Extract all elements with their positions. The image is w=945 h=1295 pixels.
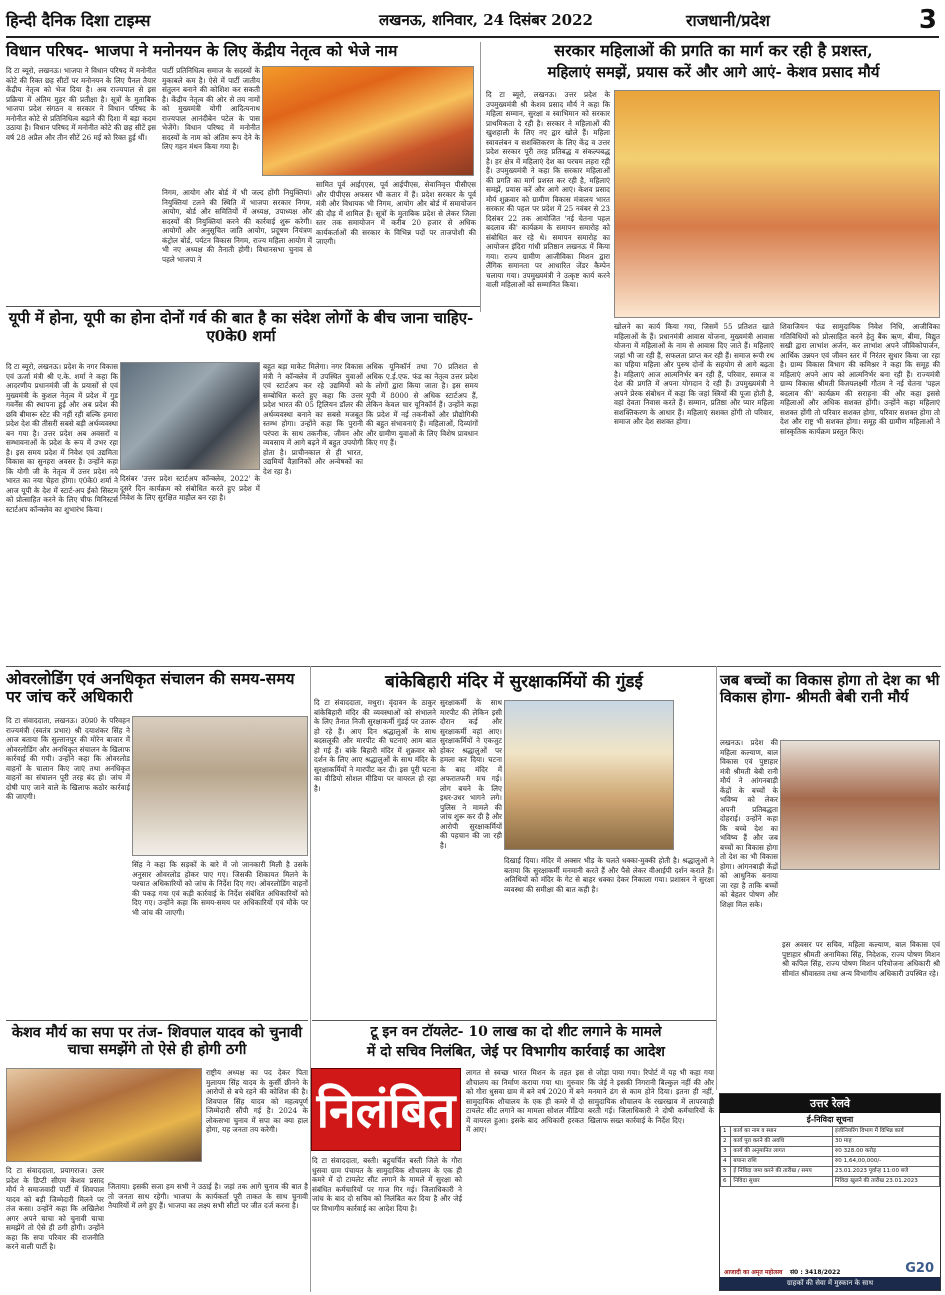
s6-col1: लखनऊ। प्रदेश की महिला कल्याण, बाल विकास एवं पुष्टाहार मंत्री श्रीमती बेबी रानी मौर्य ने आंगनबाड़ी केंद्रों के बच्चों के भविष्य को लेकर अपनी प्रतिबद्धता दोहराई। उन्होंने कहा कि बच्चे देश का भविष्य हैं और जब बच्चों का विकास होगा तो देश का भी विकास होगा। आंगनबाड़ी केंद्रों को आधुनिक बनाया जा रहा है ताकि बच्चों को बेहतर पोषण और शिक्षा मिल सके। — [720, 738, 778, 909]
tender-row — [721, 1136, 940, 1146]
s5-headline: बांकेबिहारी मंदिर में सुरक्षाकर्मियों की गुंडई — [385, 672, 643, 692]
s6-headline: जब बच्चों का विकास होगा तो देश का भी विकास होगा- श्रीमती बेबी रानी मौर्य — [720, 672, 940, 707]
s7-col2: राष्ट्रीय अध्यक्ष का पद देकर पिता मुलायम सिंह यादव के कुर्सी छीनने के आरोपों से बचे रहने की कोशिश की है। शिवपाल सिंह यादव को महत्वपूर्ण जिम्मेदारी सौंपी गई है। 2024 के लोकसभा चुनाव में सपा का क्या हाल होगा, यह जनता तय करेगी। — [206, 1068, 308, 1134]
tender-cell: निविदा खुलने की तारीख 23.01.2023 — [832, 1176, 939, 1186]
tender-cell: ई निविदा जमा करने की तारीख / समय — [731, 1166, 833, 1176]
tender-cell: निविदा सुधार — [731, 1176, 833, 1186]
s5-col3: दिखाई दिया। मंदिर में अक्सर भीड़ के चलते धक्का-मुक्की होती है। श्रद्धालुओं ने बताया कि सुरक्षाकर्मी मनमानी करते हैं और पैसे लेकर वीआईपी दर्शन कराते हैं। अतिथियों को मंदिर के गेट से बाहर धक्का देकर निकाला गया। प्रशासन ने सुरक्षा व्यवस्था की समीक्षा की बात कही है। — [504, 856, 714, 894]
s4-col1: दि टा संवाददाता, लखनऊ। उ0प्र0 के परिवहन राज्यमंत्री (स्वतंत्र प्रभार) श्री दयाशंकर सिंह ने आज बताया कि सुल्तानपुर की मोरेन बाजार में ओवरलोडिंग और अनधिकृत संचालन के खिलाफ कार्रवाई की गयी। उन्होंने कहा कि ओवरलोड वाहनों के चालान किए जाएं तथा अनधिकृत वाहनों का संचालन पूरी तरह बंद हो। जांच में दोषी पाए जाने वाले के खिलाफ कठोर कार्रवाई की जाएगी। — [6, 716, 130, 801]
tender-row — [721, 1166, 940, 1176]
s5-temple-photo — [504, 700, 674, 850]
tender-cell: 30 माह — [832, 1136, 939, 1146]
tender-cell: 1 — [721, 1127, 731, 1137]
tender-cell: कार्य का नाम व स्थान — [731, 1127, 833, 1137]
s1-col3: निगम, आयोग और बोर्ड में भी जल्द होंगी नियुक्तियां। नियुक्तियां टलने की स्थिति में भाजपा सरकार निगम, आयोग, बोर्ड और समितियों में अध्यक्ष, उपाध्यक्ष और सदस्यों की नियुक्तियां करने की कार्रवाई शुरू करेगी। आयोगों और अनुसूचित जाति आयोग, प्रदूषण नियंत्रण कंट्रोल बोर्ड, पर्यटन विकास निगम, राज्य महिला आयोग में भी नए अध्यक्ष की तैनाती होगी। विधानसभा चुनाव से पहले भाजपा ने — [162, 188, 312, 264]
divider — [6, 306, 480, 307]
tender-table — [720, 1126, 940, 1187]
s8-headline-line1: टू इन वन टॉयलेट- 10 लाख का दो शीट लगाने के मामले — [370, 1024, 662, 1040]
tender-cell: कार्य पूरा करने की अवधि — [731, 1136, 833, 1146]
s5-col2: सुरक्षाकर्मी के साथ मारपीट की लेकिन इसी दौरान कई और सुरक्षाकर्मी वहां आए। सुरक्षाकर्मियों ने एकजुट होकर श्रद्धालुओं पर हमला कर दिया। घटना के बाद मंदिर में अफरातफरी मच गई। लोग बचने के लिए इधर-उधर भागने लगे। पुलिस ने मामले की जांच शुरू कर दी है और आरोपी सुरक्षाकर्मियों की पहचान की जा रही है। — [440, 698, 502, 850]
s1-rally-photo — [262, 66, 474, 176]
s3-col2: बहुत बड़ा माकेट मिलेगा। नगर विकास मंत्री ने कॉन्क्लेव में उपस्थित युवाओं एवं स्टार्टअप कर रहे उद्यमियों को सम्बोधित करते हुए कहा कि उत्तर प्रदेश भारत की 05 ट्रिलियन डॉलर की अर्थव्यवस्था बनाने का सबसे मजबूत स्तम्भ होगा। उन्होंने कहा कि पुरानी परंपरा के साथ तकनीक, जीवन और व्यवसाय में आगे बढ़ने में बहुत उपयोगी होता है। प्राचीनकाल से ही भारत, उद्यमियों वैज्ञानिकों और अन्वेषकों का देश रहा है। — [263, 362, 363, 476]
s7-politicians-photo — [6, 1068, 202, 1162]
s7-col3: जिताया। इसकी सजा हम सभी ने उठाई है। जहां तक आगे चुनाव की बात है तो जनता साथ रहेगी। भाजपा के कार्यकर्ता पूरी ताकत के साथ चुनावी तैयारियों में लगे हुए हैं। भाजपा का लक्ष्य सभी सीटों पर जीत दर्ज करना है। — [108, 1182, 308, 1210]
g20-logo: G20 — [905, 1261, 934, 1276]
newspaper-name: हिन्दी दैनिक दिशा टाइम्स — [6, 11, 151, 30]
s3-minister-photo — [120, 362, 260, 470]
tender-cell: 5 — [721, 1166, 731, 1176]
s3-headline: यूपी में होना, यूपी का होना दोनों गर्व की बात है का संदेश लोगों के बीच जाना चाहिए- ए0के0 शर्मा — [8, 309, 474, 345]
azadi-logo: आजादी का अमृत महोत्सव — [724, 1269, 783, 1276]
edition-date: लखनऊ, शनिवार, 24 दिसंबर 2022 — [379, 11, 593, 29]
divider — [6, 666, 941, 667]
divider — [6, 1020, 308, 1021]
s6-col1-cont — [720, 900, 940, 901]
s4-col2: सिंह ने कहा कि सड़कों के बारे में जो जानकारी मिली है उसके अनुसार ओवरलोड होकर पाए गए। जिसकी शिकायत मिलने के पश्चात अधिकारियों को जांच के निर्देश दिए गए। ओवरलोडिंग वाहनों की पकड़ गया एवं कड़ी कार्रवाई के निर्देश संबंधित अधिकारियों को दिए गए। उन्होंने कहा कि समय-समय पर अधिकारियों एवं मौके पर भी जांच की जाएगी। — [132, 860, 308, 917]
tender-cell: कार्य की अनुमानित लागत — [731, 1146, 833, 1156]
divider — [480, 42, 481, 312]
s2-col1: दि टा ब्यूरो, लखनऊ। उत्तर प्रदेश के उपमुख्यमंत्री श्री केशव प्रसाद मौर्य ने कहा कि महिला सम्मान, सुरक्षा व स्वाभिमान को सरकार प्राथमिकता दे रही है। सरकार ने महिलाओं की खुशहाली के लिए नए द्वार खोले हैं। महिला स्वावलंबन व सशक्तिकरण के लिए केंद्र व उत्तर प्रदेश सरकार पूरी तरह प्रतिबद्ध व संकल्पबद्ध है। हर क्षेत्र में महिलाएं देश का परचम लहरा रही हैं। उपमुख्यमंत्री ने कहा कि सरकार महिलाओं की प्रगति का मार्ग प्रशस्त कर रही है, महिलाएं समझें, प्रयास करें और आगे आएं। केशव प्रसाद मौर्य शुक्रवार को ग्रामीण विकास मंत्रालय भारत सरकार की पहल पर प्रदेश में 25 नवंबर से 23 दिसंबर 22 तक आयोजित 'नई चेतना पहल बदलाव की' कार्यक्रम के समापन समारोह को संबोधित कर रहे थे। समापन समारोह का आयोजन इंदिरा गांधी प्रतिष्ठान लखनऊ में किया गया। राज्य ग्रामीण आजीविका मिशन द्वारा लैंगिक समानता पर आधारित जेंडर कैम्पेन चलाया गया। उपमुख्यमंत्री ने उत्कृष्ट कार्य करने वाली महिलाओं को सम्मानित किया। — [486, 90, 610, 289]
s3-caption: दिसंबर 'उत्तर प्रदेश स्टार्टअप कॉन्क्लेव, 2022' के दूसरे दिन कार्यक्रम को संबोधित करते हुए प्रदेश में निवेश के लिए सुरक्षित माहौल बन रहा है। — [120, 474, 260, 502]
s8-col1: दि टा संवाददाता, बस्ती। बहुचर्चित बस्ती जिले के गौरा धुसवा ग्राम पंचायत के सामुदायिक शौचालय के एक ही कमरे में दो टायलेट सीट लगाने के मामले में सुरक्षा को संबंधित कर्मचारियों पर गाज गिर गई। जिलाधिकारी ने जांच के बाद दो सचिव को निलंबित कर दिया है और जेई पर विभागीय कार्रवाई का आदेश दिया है। — [312, 1156, 462, 1213]
tender-row — [721, 1146, 940, 1156]
divider — [310, 1020, 311, 1292]
s2-headline-line2: महिलाएं समझें, प्रयास करें और आगे आएं- केशव प्रसाद मौर्य — [547, 63, 880, 81]
s1-headline: विधान परिषद- भाजपा ने मनोनयन के लिए केंद्रीय नेतृत्व को भेजे नाम — [6, 41, 398, 60]
s8-col3: से जोड़ा पाया गया। रिपोर्ट में यह भी कहा गया कि जेई ने इसकी निगरानी बिल्कुल नहीं की और मनमाने ढंग से काम होने दिया। इतना ही नहीं, सामुदायिक शौचालय के रखरखाव में लापरवाही बरती गई। जिलाधिकारी ने दोषी कर्मचारियों के खिलाफ सख्त कार्रवाई के निर्देश दिए। — [588, 1068, 714, 1125]
s8-headline-line2: में दो सचिव निलंबित, जेई पर विभागीय कार्रवाई का आदेश — [367, 1044, 665, 1060]
tender-cell: रु0 1,64,00,000/- — [832, 1156, 939, 1166]
s5-col1: दि टा संवाददाता, मथुरा। वृंदावन के ठाकुर बांकेबिहारी मंदिर की व्यवस्थाओं को संभालने के लिए तैनात निजी सुरक्षाकर्मी गुंडई पर उतारू हो रहे हैं। आए दिन श्रद्धालुओं के साथ बदसलूकी और मारपीट की घटनाएं आम बात हो गई हैं। बांके बिहारी मंदिर में शुक्रवार को दर्शन के लिए आए श्रद्धालुओं के साथ मंदिर के सुरक्षाकर्मियों ने मारपीट कर दी। इस पूरी घटना का वीडियो सोशल मीडिया पर वायरल हो रहा है। — [314, 698, 436, 793]
divider — [312, 1020, 716, 1021]
s2-col2: खोलने का कार्य किया गया, जिसमें 55 प्रतिशत खाते महिलाओं के हैं। प्रधानमंत्री आवास योजना, मुख्यमंत्री आवास योजना में महिलाओं के नाम से आवास दिए जाते हैं। महिलाएं जहां भी जा रही हैं, सफलता प्राप्त कर रही हैं। समाज रूपी रथ का पहिया महिला और पुरुष दोनों के सहयोग से आगे बढ़ता है। महिलाएं आज आत्मनिर्भर बन रही हैं, परिवार, समाज व देश की प्रगति में अपना योगदान दे रही हैं। उपमुख्यमंत्री ने अपने प्रेरक संबोधन में कहा कि जहां स्त्रियों की पूजा होती है, वहां देवता निवास करते हैं। सम्मान, प्रतिष्ठा और प्यार महिला सशक्तिकरण के आधार हैं। महिलाएं सशक्त होंगी तो परिवार, समाज और देश सशक्त होगा। — [614, 322, 774, 426]
tender-cell: 3 — [721, 1146, 731, 1156]
tender-row — [721, 1176, 940, 1186]
tender-subheader: ई-निविदा सूचना — [806, 1115, 854, 1124]
s2-headline-line1: सरकार महिलाओं की प्रगति का मार्ग कर रही है प्रशस्त, — [554, 41, 873, 60]
s2-award-photo — [614, 90, 940, 318]
tender-footer: ग्राहकों की सेवा में मुस्कान के साथ — [720, 1277, 940, 1290]
page-number: 3 — [918, 5, 937, 35]
s7-headline: केशव मौर्य का सपा पर तंज- शिवपाल यादव को चुनावी चाचा समझेंगे तो ऐसे ही होगी ठगी — [11, 1024, 303, 1059]
tender-notice — [719, 1093, 941, 1291]
tender-ref: सं0 : 3418/2022 — [790, 1269, 841, 1276]
s1-col4: सामित पूर्व आईएएस, पूर्व आईपीएस, सेवानिवृत्त पीसीएस और पीपीएस अफसर भी कतार में हैं। प्रदेश सरकार के पूर्व मंत्री और विधायक भी निगम, आयोग और बोर्ड में समायोजन की दौड़ में शामिल हैं। सूत्रों के मुताबिक प्रदेश से लेकर जिला स्तर तक समायोजन में करीब 20 हजार से अधिक कार्यकर्ताओं की सरकार के विभिन्न पदों पर ताजपोशी की जाएगी। — [316, 180, 476, 246]
tender-row — [721, 1156, 940, 1166]
s4-headline: ओवरलोडिंग एवं अनधिकृत संचालन की समय-समय पर जांच करें अधिकारी — [6, 669, 295, 707]
tender-cell: 2 — [721, 1136, 731, 1146]
s3-col1: दि टा ब्यूरो, लखनऊ। प्रदेश के नगर विकास एवं ऊर्जा मंत्री श्री ए.के. शर्मा ने कहा कि आदरणीय प्रधानमंत्री जी के प्रयासों से एवं मुख्यमंत्री के कुशल नेतृत्व में प्रदेश में गुड गवर्नेंस की स्थापना हुई और अब प्रदेश की छवि बीमारू स्टेट की नहीं रही बल्कि हमारा प्रदेश देश की तीसरी सबसे बड़ी अर्थव्यवस्था बन गया है। उत्तर प्रदेश अब अवसरों व सम्भावनाओं के प्रदेश के रूप में उभर रहा है। इस समय प्रदेश में निवेश एवं उद्यमिता विकास का सुनहरा अवसर है। उन्होंने कहा कि योगी जी के नेतृत्व में उत्तर प्रदेश नये भारत का नया चेहरा होगा। ए0के0 शर्मा ने आज यूपी के देश में स्टार्ट-अप ईको सिस्टम को प्रोत्साहित करने के लिए चीफ मिनिस्टर्स स्टार्टअप कॉन्क्लेव का शुभारंभ किया। — [6, 362, 118, 514]
tender-cell: रु0 328.00 करोड़ — [832, 1146, 939, 1156]
s3-col3: अधिक यूनिकॉर्न तथा 70 प्रतिशत से अधिक ए.ई.एफ. फंड का नेतृत्व उत्तर प्रदेश के लोगों द्वारा किया जाता है। इस समय यूपी में 8000 से अधिक स्टार्टअप हैं, लेकिन केवल चार यूनिकॉर्न हैं। उन्होंने कहा कि प्रदेश में नई तकनीकों और प्रौद्योगिकी की बहुत संभावनाएं हैं। महिलाओं, दिव्यांगों और ग्रामीण युवाओं के लिए विशेष प्रावधान किए गए हैं। — [366, 362, 478, 447]
tender-cell: इंजीनियरिंग विभाग में विभिन्न कार्य — [832, 1127, 939, 1137]
masthead — [6, 4, 939, 38]
tender-cell: बयाना राशि — [731, 1156, 833, 1166]
s4-minister-photo — [132, 716, 308, 856]
s7-col1: दि टा संवाददाता, प्रयागराज। उत्तर प्रदेश के डिप्टी सीएम केशव प्रसाद मौर्य ने समाजवादी पार्टी में शिवपाल यादव को बड़ी जिम्मेदारी मिलने पर तंज कसा। उन्होंने कहा कि अखिलेश अगर अपने चाचा को चुनावी चाचा समझेंगे तो ऐसे ही ठगी होगी। उन्होंने कहा कि सपा परिवार की राजनीति करने वाली पार्टी है। — [6, 1166, 104, 1251]
s6-minister-photo — [780, 740, 940, 870]
section-label: राजधानी/प्रदेश — [686, 11, 770, 30]
tender-header: उत्तर रेलवे — [720, 1094, 940, 1113]
tender-cell: 6 — [721, 1176, 731, 1186]
tender-cell: 23.01.2023 पूर्वान्ह 11:00 बजे — [832, 1166, 939, 1176]
tender-row — [721, 1127, 940, 1137]
s8-col2: लागत से स्वच्छ भारत मिशन के तहत इस शौचालय का निर्माण कराया गया था। गुरुवार को गौरा धुसवा ग्राम में बने वर्ष 2020 में बने सामुदायिक शौचालय के एक ही कमरे में दो टायलेट सीट लगाने का मामला सोशल मीडिया में वायरल हुआ। इसके बाद अधिकारी हरकत में आए। — [466, 1068, 584, 1134]
tender-cell: 4 — [721, 1156, 731, 1166]
divider — [310, 666, 311, 1020]
suspended-stamp: निलंबित — [311, 1068, 461, 1151]
s6-col2: इस अवसर पर सचिव, महिला कल्याण, बाल विकास एवं पुष्टाहार श्रीमती अनामिका सिंह, निदेशक, राज्य पोषण मिशन श्री कपिल सिंह, राज्य पोषण मिशन परियोजना अधिकारी श्री सीमांत श्रीवास्तव तथा अन्य विभागीय अधिकारी उपस्थित रहे। — [782, 940, 940, 978]
s1-col1: दि टा ब्यूरो, लखनऊ। भाजपा ने विधान परिषद में मनोनीत कोटे की रिक्त छह सीटों पर मनोनयन के लिए पैनल तैयार केंद्रीय नेतृत्व को भेज दिया है। अब राज्यपाल से इस प्रक्रिया में अंतिम मुहर की प्रतीक्षा है। सूत्रों के मुताबिक भाजपा प्रदेश संगठन व सरकार ने विधान परिषद के मनोनीत कोटे से प्रतिनिधित्व बढ़ाने की दिशा में बड़ा कदम उठाया है। विधान परिषद में मनोनीत कोटे की छह सीटें इस वर्ष 28 अप्रैल और तीन सीटें 26 मई को रिक्त हुई थीं। — [6, 66, 156, 142]
s2-col3: शिवाजियन फंड सामुदायिक निवेश निधि, आजीविका गतिविधियों को प्रोत्साहित करने हेतु बैंक ऋण, बीमा, विद्युत सखी द्वारा लाभांश अर्जन, कर लाभांश अपने जीविकोपार्जन, आर्थिक उन्नयन एवं जीवन स्तर में निरंतर सुधार किया जा रहा है। ग्राम्य विकास विभाग की कमिश्नर ने कहा कि समूह की महिलाएं अपने आप को आत्मनिर्भर बना रही हैं। राज्यमंत्री ग्राम्य विकास श्रीमती विजयलक्ष्मी गौतम ने नई चेतना 'पहल बदलाव की' कार्यक्रम की सराहना की और कहा इससे महिलाओं और अधिक सशक्त होंगी। उन्होंने कहा महिलाएं सशक्त होंगी तो परिवार सशक्त होगा, परिवार सशक्त होगा तो देश और राष्ट्र भी सशक्त होगा। समूह की ग्रामीण महिलाओं ने सांस्कृतिक कार्यक्रम प्रस्तुत किए। — [780, 322, 940, 436]
s1-col2: पार्टी प्रतिनिधित्व समाज के सदस्यों के मुकाबले कम है। ऐसे में पार्टी जातीय संतुलन बनाने की कोशिश कर सकती है। केंद्रीय नेतृत्व की ओर से तय नामों को मुख्यमंत्री योगी आदित्यनाथ राज्यपाल आनंदीबेन पटेल के पास भेजेंगे। विधान परिषद में मनोनीत सदस्यों के नाम को अंतिम रूप देने के लिए गहन मंथन किया गया है। — [162, 66, 260, 151]
